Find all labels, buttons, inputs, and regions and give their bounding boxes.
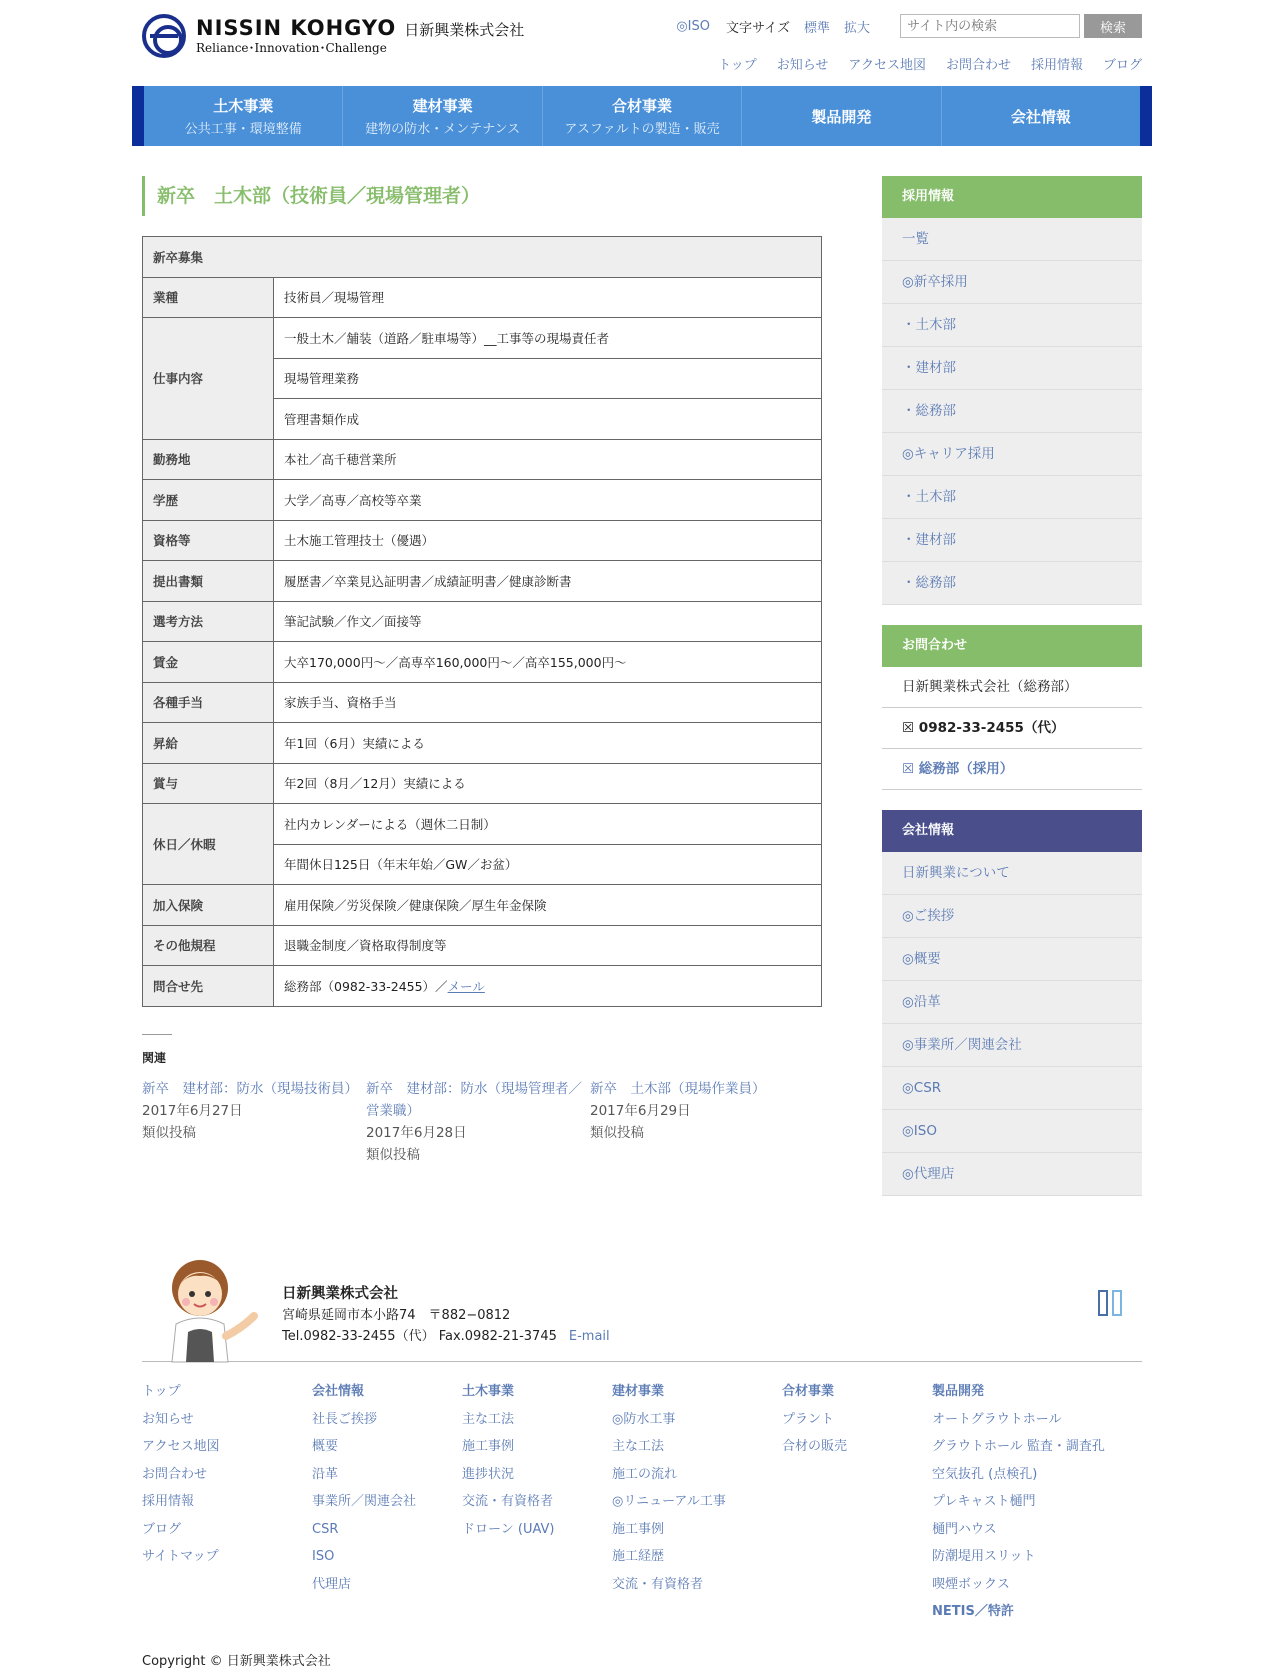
top-link[interactable]: 採用情報: [1030, 58, 1083, 73]
font-normal-link[interactable]: 標準: [803, 20, 830, 36]
site-header: [142, 14, 1142, 73]
table-row-label: 仕事内容: [143, 318, 274, 440]
table-value-text: 年間休日125日（年末年始／GW／お盆）: [284, 857, 518, 873]
footer-link[interactable]: 樋門ハウス: [932, 1521, 997, 1537]
job-table: [142, 236, 822, 1007]
table-row-value: [274, 682, 822, 723]
sidebar-company-item[interactable]: ◎事業所／関連会社: [882, 1024, 1142, 1067]
table-value-text: 一般土木／舗装（道路／駐車場等）__工事等の現場責任者: [284, 330, 610, 346]
nav-item-title: 建材事業: [412, 97, 473, 115]
font-size-label: 文字サイズ: [726, 20, 790, 36]
table-row-value: [274, 480, 822, 521]
footer-link[interactable]: 社長ご挨拶: [312, 1411, 378, 1427]
footer-link[interactable]: 交流・有資格者: [612, 1576, 704, 1592]
page-title: 新卒 土木部（技術員／現場管理者）: [142, 176, 480, 216]
logo-name: NISSIN KOHGYO: [196, 16, 397, 40]
footer-column: [782, 1378, 932, 1626]
footer-link[interactable]: 施工の流れ: [612, 1466, 678, 1482]
top-link[interactable]: お知らせ: [776, 58, 829, 73]
sidebar-recruit-item[interactable]: 一覧: [882, 218, 1142, 261]
contact-company: 日新興業株式会社（総務部）: [882, 667, 1142, 708]
table-row-value: [274, 723, 822, 764]
footer-column-heading[interactable]: 建材事業: [612, 1384, 665, 1399]
footer-link[interactable]: 概要: [312, 1439, 339, 1454]
footer-column: [932, 1378, 1132, 1626]
related-date: 2017年6月29日: [590, 1103, 691, 1119]
table-row: [143, 439, 822, 480]
table-row: [143, 561, 822, 602]
table-row-label: その他規程: [143, 925, 274, 966]
logo-japanese-name: 日新興業株式会社: [404, 21, 525, 39]
nav-item[interactable]: [343, 86, 542, 146]
table-value-text: 管理書類作成: [284, 411, 360, 427]
top-link[interactable]: ブログ: [1102, 58, 1142, 73]
table-value-text: 筆記試験／作文／面接等: [284, 614, 422, 630]
nav-item-title: 土木事業: [213, 97, 274, 115]
footer-link[interactable]: 代理店: [312, 1576, 352, 1592]
footer-link[interactable]: CSR: [312, 1521, 339, 1537]
table-row-value: [274, 763, 822, 804]
table-row-label: 選考方法: [143, 601, 274, 642]
footer-link[interactable]: アクセス地図: [142, 1439, 220, 1454]
table-row-value: [274, 885, 822, 926]
sidebar-company-item[interactable]: ◎概要: [882, 938, 1142, 981]
footer-link[interactable]: 空気抜孔 (点検孔): [932, 1466, 1038, 1482]
footer-link[interactable]: 採用情報: [142, 1494, 195, 1509]
nav-item[interactable]: [742, 86, 941, 146]
table-value-text: 大卒170,000円〜／高専卒160,000円〜／高卒155,000円〜: [284, 654, 627, 670]
footer-link[interactable]: 防潮堤用スリット: [932, 1549, 1036, 1564]
table-row-label: 問合せ先: [143, 966, 274, 1007]
table-value-text: 技術員／現場管理: [284, 290, 385, 306]
table-row-label: 資格等: [143, 520, 274, 561]
nav-item-title: 合材事業: [612, 97, 673, 115]
footer-link[interactable]: プレキャスト樋門: [932, 1494, 1036, 1509]
twitter-icon[interactable]: [1112, 1290, 1122, 1316]
logo-tagline: Reliance･Innovation･Challenge: [196, 41, 387, 55]
related-item: [590, 1078, 814, 1166]
social-links: [1094, 1290, 1122, 1316]
table-row: [143, 885, 822, 926]
sidebar-company-item[interactable]: 日新興業について: [882, 852, 1142, 895]
related-item: [142, 1078, 366, 1166]
footer-column: [462, 1378, 612, 1626]
footer-tel-fax: Tel.0982-33-2455（代） Fax.0982-21-3745: [282, 1329, 557, 1344]
footer-link[interactable]: ブログ: [142, 1521, 182, 1537]
table-value-text: 土木施工管理技士（優遇）: [284, 533, 435, 549]
related-posts: [142, 1034, 822, 1166]
logo-mark-icon: [142, 14, 186, 58]
table-row-value: [274, 642, 822, 683]
table-row: [143, 966, 822, 1007]
footer-link[interactable]: ◎リニューアル工事: [612, 1494, 726, 1509]
footer-link[interactable]: 進捗状況: [462, 1466, 515, 1482]
table-value-text: 履歴書／卒業見込証明書／成績証明書／健康診断書: [284, 573, 572, 589]
nav-item-title: 会社情報: [1010, 107, 1071, 126]
iso-link[interactable]: ◎ISO: [676, 18, 710, 34]
top-link[interactable]: アクセス地図: [848, 58, 926, 73]
related-title-link[interactable]: 新卒 建材部：防水（現場技術員）: [142, 1081, 358, 1097]
related-type: 類似投稿: [366, 1147, 420, 1163]
footer-nav: [142, 1378, 1132, 1626]
table-row-label: 昇給: [143, 723, 274, 764]
footer-link[interactable]: 事業所／関連会社: [312, 1494, 417, 1509]
sidebar-recruit-item[interactable]: ・建材部: [882, 519, 1142, 562]
table-value-text: 本社／高千穂営業所: [284, 452, 397, 468]
footer-email-link[interactable]: E-mail: [568, 1329, 610, 1344]
related-title-link[interactable]: 新卒 建材部：防水（現場管理者／営業職）: [366, 1081, 582, 1119]
facebook-icon[interactable]: [1098, 1290, 1108, 1316]
footer-link[interactable]: 施工事例: [612, 1521, 665, 1537]
footer-link[interactable]: 施工経歴: [612, 1549, 665, 1564]
sidebar-recruit-item[interactable]: ◎キャリア採用: [882, 433, 1142, 476]
sidebar-company-item[interactable]: ◎CSR: [882, 1067, 1142, 1110]
nav-item[interactable]: [144, 86, 343, 146]
related-type: 類似投稿: [590, 1125, 644, 1141]
footer-link[interactable]: トップ: [142, 1384, 181, 1399]
sidebar-recruit-item[interactable]: ・土木部: [882, 304, 1142, 347]
table-row-label: 提出書類: [143, 561, 274, 602]
footer-link[interactable]: サイトマップ: [142, 1549, 219, 1564]
staff-illustration: [142, 1246, 262, 1362]
footer-link[interactable]: お知らせ: [142, 1411, 194, 1427]
footer-column: [612, 1378, 782, 1626]
table-row: [143, 277, 822, 318]
related-item: [366, 1078, 590, 1166]
footer-column-heading[interactable]: 会社情報: [312, 1384, 365, 1399]
footer-link[interactable]: 施工事例: [462, 1439, 515, 1454]
table-row-value: [274, 520, 822, 561]
sidebar-company-item[interactable]: ◎代理店: [882, 1153, 1142, 1196]
footer-link[interactable]: グラウトホール 監査・調査孔: [932, 1439, 1105, 1454]
table-value-text: 社内カレンダーによる（週休二日制）: [284, 816, 496, 832]
table-row-value: [274, 601, 822, 642]
table-row-value: [274, 844, 822, 885]
search-button[interactable]: 検索: [1084, 14, 1142, 38]
nav-item[interactable]: [942, 86, 1140, 146]
table-value-text: 年1回（6月）実績による: [284, 735, 425, 751]
table-row-value: [274, 399, 822, 440]
related-type: 類似投稿: [142, 1125, 196, 1141]
footer-link[interactable]: 喫煙ボックス: [932, 1576, 1010, 1592]
footer-link[interactable]: お問合わせ: [142, 1466, 208, 1482]
footer-link[interactable]: 沿革: [312, 1466, 339, 1482]
copyright: Copyright © 日新興業株式会社: [142, 1654, 331, 1669]
footer-address: 宮崎県延岡市本小路74 〒882−0812: [282, 1308, 511, 1323]
footer-link[interactable]: オートグラウトホール: [932, 1411, 1062, 1427]
table-row-value: [274, 966, 822, 1007]
sidebar-company-item[interactable]: ◎ご挨拶: [882, 895, 1142, 938]
sidebar-recruit-item[interactable]: ・総務部: [882, 562, 1142, 605]
table-row: [143, 601, 822, 642]
table-row-label: 学歴: [143, 480, 274, 521]
contact-mail-link[interactable]: ☒ 総務部（採用）: [882, 749, 1142, 790]
sidebar-recruit-item[interactable]: ・総務部: [882, 390, 1142, 433]
sidebar-company-item[interactable]: ◎沿革: [882, 981, 1142, 1024]
table-row-value: [274, 277, 822, 318]
top-link[interactable]: トップ: [718, 58, 757, 73]
table-row: [143, 763, 822, 804]
table-row-label: 賞与: [143, 763, 274, 804]
nav-item-subtitle: 建物の防水・メンテナンス: [365, 122, 521, 137]
table-value-text: 現場管理業務: [284, 371, 360, 387]
mail-link[interactable]: メール: [447, 978, 485, 994]
footer-column-heading[interactable]: 製品開発: [932, 1384, 985, 1399]
sidebar-recruit-item[interactable]: ◎新卒採用: [882, 261, 1142, 304]
footer-link[interactable]: 主な工法: [462, 1411, 515, 1427]
table-row-value: [274, 439, 822, 480]
table-row-label: 休日／休暇: [143, 804, 274, 885]
table-row-label: 各種手当: [143, 682, 274, 723]
sidebar: [882, 176, 1142, 1196]
table-row: [143, 642, 822, 683]
sidebar-recruit-item[interactable]: ・建材部: [882, 347, 1142, 390]
nav-item-subtitle: アスファルトの製造・販売: [564, 122, 720, 137]
table-row: [143, 480, 822, 521]
table-row-label: 賃金: [143, 642, 274, 683]
footer-info: [142, 1240, 1142, 1362]
table-row: [143, 682, 822, 723]
table-row: [143, 520, 822, 561]
top-tools: [662, 14, 1142, 38]
related-title-link[interactable]: 新卒 土木部（現場作業員）: [590, 1081, 766, 1097]
table-value-text: 雇用保険／労災保険／健康保険／厚生年金保険: [284, 897, 547, 913]
table-value-text: 年2回（8月／12月）実績による: [284, 776, 466, 792]
table-row-value: [274, 561, 822, 602]
footer-link[interactable]: ◎防水工事: [612, 1411, 676, 1427]
footer-link[interactable]: 主な工法: [612, 1439, 665, 1454]
footer-link[interactable]: NETIS／特許: [932, 1604, 1014, 1619]
contact-phone[interactable]: ☒ 0982-33-2455（代）: [882, 708, 1142, 749]
table-value-text: 家族手当、資格手当: [284, 695, 397, 711]
nav-item[interactable]: [543, 86, 742, 146]
top-links: [698, 54, 1142, 73]
main-nav: [132, 86, 1152, 146]
footer-column: [312, 1378, 462, 1626]
search-input[interactable]: [900, 14, 1080, 38]
table-row-value: [274, 318, 822, 359]
table-row: [143, 318, 822, 359]
related-date: 2017年6月27日: [142, 1103, 243, 1119]
sidebar-company-item[interactable]: ◎ISO: [882, 1110, 1142, 1153]
footer-column-heading[interactable]: 合材事業: [782, 1384, 835, 1399]
sidebar-recruit-heading: 採用情報: [882, 176, 1142, 218]
font-large-link[interactable]: 拡大: [843, 20, 870, 36]
table-row: [143, 804, 822, 845]
table-row-label: 勤務地: [143, 439, 274, 480]
footer-link[interactable]: 合材の販売: [782, 1439, 848, 1454]
footer-column-heading[interactable]: 土木事業: [462, 1384, 515, 1399]
table-row: [143, 925, 822, 966]
sidebar-contact-heading: お問合わせ: [882, 625, 1142, 667]
table-row-label: 業種: [143, 277, 274, 318]
footer-link[interactable]: プラント: [782, 1411, 835, 1427]
site-logo[interactable]: [142, 14, 524, 58]
table-value-text: 総務部（0982-33-2455）／: [284, 978, 448, 994]
footer-company-name: 日新興業株式会社: [282, 1286, 398, 1302]
top-link[interactable]: お問合わせ: [945, 58, 1011, 73]
sidebar-recruit-item[interactable]: ・土木部: [882, 476, 1142, 519]
nav-item-title: 製品開発: [811, 107, 872, 126]
footer-link[interactable]: ドローン (UAV): [462, 1521, 555, 1537]
sidebar-company-heading: 会社情報: [882, 810, 1142, 852]
footer-link[interactable]: ISO: [312, 1549, 335, 1564]
table-caption: 新卒募集: [143, 237, 822, 278]
table-row-value: [274, 925, 822, 966]
table-row-value: [274, 358, 822, 399]
table-value-text: 退職金制度／資格取得制度等: [284, 938, 447, 954]
table-row-label: 加入保険: [143, 885, 274, 926]
nav-item-subtitle: 公共工事・環境整備: [184, 122, 302, 137]
table-row-value: [274, 804, 822, 845]
footer-column: [142, 1378, 312, 1626]
footer-link[interactable]: 交流・有資格者: [462, 1494, 554, 1509]
table-value-text: 大学／高専／高校等卒業: [284, 492, 422, 508]
related-divider: [142, 1034, 172, 1035]
related-heading: 関連: [142, 1051, 167, 1065]
related-date: 2017年6月28日: [366, 1125, 467, 1141]
table-row: [143, 723, 822, 764]
